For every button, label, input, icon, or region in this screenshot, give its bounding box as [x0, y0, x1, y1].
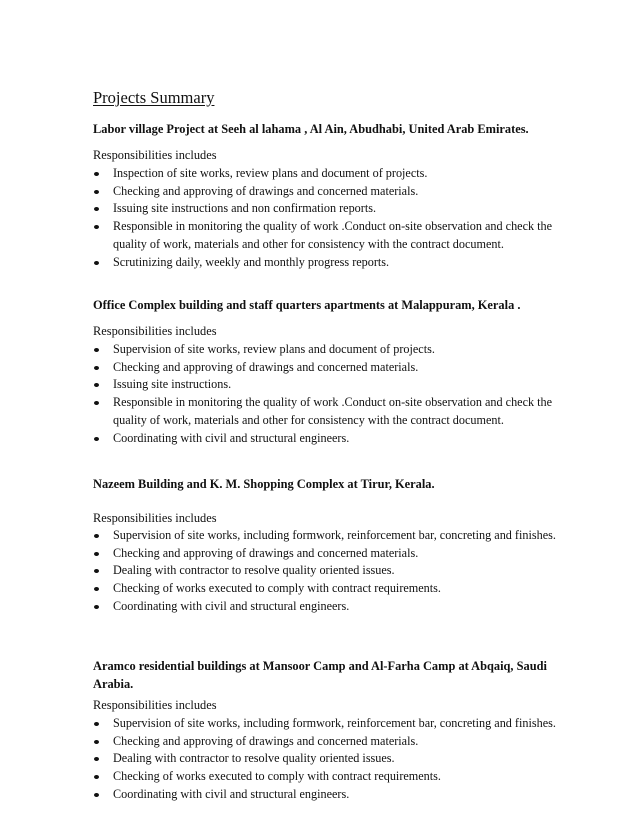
list-item-text: Checking of works executed to comply with contract requirements. [113, 769, 441, 784]
list-item [93, 341, 563, 359]
list-item [93, 580, 563, 598]
project-block [93, 121, 563, 271]
bullet-icon [94, 437, 99, 441]
list-item [93, 598, 563, 616]
list-item-text: Responsible in monitoring the quality of work .Conduct on-site observation and check the quality of work, materials and other for consistency with the contract document. [113, 395, 553, 427]
list-item [93, 394, 563, 429]
list-item-text: Coordinating with civil and structural engineers. [113, 598, 350, 613]
list-item [93, 254, 563, 272]
list-item [93, 183, 563, 201]
project-title: Nazeem Building and K. M. Shopping Complex at Tirur, Kerala. [93, 477, 435, 491]
bullet-icon [94, 740, 99, 744]
list-item [93, 786, 563, 804]
list-item-text: Scrutinizing daily, weekly and monthly progress reports. [113, 254, 390, 269]
bullet-icon [94, 552, 99, 556]
list-item [93, 545, 563, 563]
bullet-icon [94, 225, 99, 229]
bullet-icon [94, 401, 99, 405]
list-item-text: Checking and approving of drawings and concerned materials. [113, 733, 419, 748]
list-item [93, 165, 563, 183]
project-title: Office Complex building and staff quarters apartments at Malappuram, Kerala . [93, 298, 521, 312]
bullet-icon [94, 722, 99, 726]
bullet-icon [94, 587, 99, 591]
list-item-text: Checking and approving of drawings and concerned materials. [113, 183, 419, 198]
list-item-text: Responsible in monitoring the quality of work .Conduct on-site observation and check the quality of work, materials and other for consistency with the contract document. [113, 219, 553, 251]
list-item [93, 715, 563, 733]
list-item-text: Coordinating with civil and structural engineers. [113, 430, 350, 445]
section-heading: Projects Summary [93, 88, 215, 107]
list-item-text: Checking and approving of drawings and concerned materials. [113, 359, 419, 374]
list-item-text: Dealing with contractor to resolve quality oriented issues. [113, 563, 395, 578]
responsibilities-label: Responsibilities includes [93, 148, 217, 162]
list-item-text: Inspection of site works, review plans and document of projects. [113, 166, 428, 180]
list-item [93, 359, 563, 377]
bullet-icon [94, 775, 99, 779]
project-block [93, 297, 563, 447]
list-item [93, 768, 563, 786]
bullet-icon [94, 172, 99, 176]
list-item-text: Checking of works executed to comply with contract requirements. [113, 581, 441, 596]
list-item-text: Supervision of site works, review plans and document of projects. [113, 342, 435, 356]
responsibility-list [93, 165, 563, 271]
list-item [93, 562, 563, 580]
list-item [93, 733, 563, 751]
project-title: Aramco residential buildings at Mansoor Camp and Al-Farha Camp at Abqaiq, Saudi Arabia. [93, 659, 547, 691]
list-item-text: Supervision of site works, including formwork, reinforcement bar, concreting and finishes. [113, 528, 556, 542]
list-item [93, 200, 563, 218]
bullet-icon [94, 348, 99, 352]
list-item-text: Issuing site instructions and non confirmation reports. [113, 201, 377, 216]
list-item-text: Dealing with contractor to resolve quality oriented issues. [113, 751, 395, 766]
project-block [93, 476, 563, 616]
list-item [93, 218, 563, 253]
bullet-icon [94, 534, 99, 538]
list-item-text: Issuing site instructions. [113, 377, 232, 392]
list-item-text: Coordinating with civil and structural engineers. [113, 786, 350, 801]
responsibility-list [93, 341, 563, 447]
project-title: Labor village Project at Seeh al lahama , Al Ain, Abudhabi, United Arab Emirates. [93, 122, 529, 136]
list-item [93, 750, 563, 768]
bullet-icon [94, 190, 99, 194]
bullet-icon [94, 261, 99, 265]
responsibility-list [93, 527, 563, 616]
responsibility-list [93, 715, 563, 804]
project-block [93, 657, 563, 804]
bullet-icon [94, 605, 99, 609]
bullet-icon [94, 757, 99, 761]
list-item-text: Supervision of site works, including formwork, reinforcement bar, concreting and finishes. [113, 716, 556, 730]
responsibilities-label: Responsibilities includes [93, 324, 217, 338]
bullet-icon [94, 207, 99, 211]
list-item [93, 430, 563, 448]
responsibilities-label: Responsibilities includes [93, 511, 217, 525]
bullet-icon [94, 793, 99, 797]
bullet-icon [94, 383, 99, 387]
bullet-icon [94, 366, 99, 370]
list-item-text: Checking and approving of drawings and concerned materials. [113, 545, 419, 560]
bullet-icon [94, 569, 99, 573]
list-item [93, 527, 563, 545]
list-item [93, 376, 563, 394]
responsibilities-label: Responsibilities includes [93, 698, 217, 712]
